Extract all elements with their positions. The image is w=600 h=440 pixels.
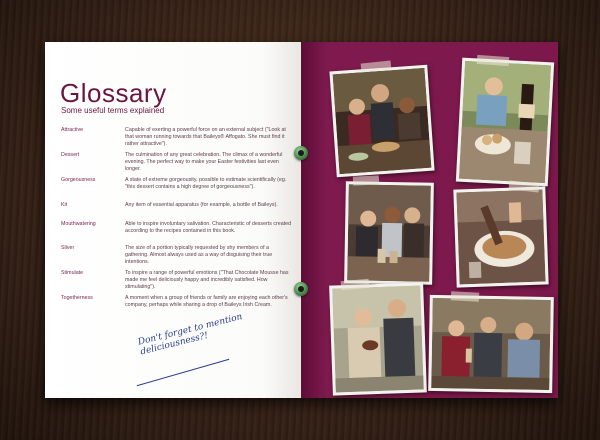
- glossary-term: Mouthwatering: [61, 221, 96, 227]
- photo-friends-fondue: [329, 65, 434, 178]
- photo-group-drinks: [428, 295, 554, 393]
- photo-couple-dessert: [329, 282, 427, 395]
- photo-woman-dessert: [456, 58, 554, 187]
- handwritten-note: Don't forget to mention deliciousness?!: [137, 312, 244, 358]
- glossary-definition: Able to inspire involuntary salivation. Characteristic of desserts created according to the recipes contained in this book.: [125, 221, 292, 234]
- binder-ring-icon: [294, 282, 308, 296]
- booklet-spread: [45, 42, 558, 398]
- glossary-definition: The culmination of any great celebration. The climax of a wonderful evening. The perfect way to make your Easter festivities last even longer.: [125, 152, 283, 172]
- right-page: [301, 42, 558, 398]
- glossary-definition: The size of a portion typically requested by shy members of a gathering. Almost always used as a way of disguising their true intentions.: [125, 245, 273, 265]
- glossary-definition: To inspire a range of powerful emotions ("That Chocolate Mousse has made me feel deliciously happy and incredibly satisfied. How stimulating").: [125, 270, 289, 290]
- glossary-term: Attractive: [61, 127, 84, 133]
- glossary-term: Sliver: [61, 245, 75, 251]
- glossary-definition: A moment when a group of friends or family are enjoying each other's company, perhaps while sharing a drop of Baileys Irish Cream.: [125, 295, 288, 308]
- page-subtitle: Some useful terms explained: [61, 106, 165, 115]
- tape-strip: [451, 291, 479, 301]
- binder-ring-icon: [294, 146, 308, 160]
- photo-cake-slicing: [453, 186, 548, 287]
- page-title: Glossary: [60, 78, 167, 108]
- handwritten-underline: [137, 359, 230, 386]
- glossary-term: Dessert: [61, 152, 80, 158]
- glossary-term: Kit: [61, 202, 68, 208]
- tape-strip: [353, 175, 379, 185]
- glossary-definition: Any item of essential apparatus (for example, a bottle of Baileys).: [125, 202, 278, 208]
- glossary-term: Stimulate: [61, 270, 84, 276]
- glossary-definition: Capable of exerting a powerful force on an external subject ("Look at that woman running towards that Baileys® Affogato. She must find it rather attractive").: [125, 127, 286, 147]
- photo-friends-glasses: [344, 181, 434, 285]
- glossary-term: Gorgeousness: [61, 177, 96, 183]
- glossary-term: Togetherness: [61, 295, 93, 301]
- left-page: [45, 42, 301, 398]
- glossary-definition: A state of extreme gorgeousity, possible to estimate scientifically (eg. "this dessert contains a high degree of gorgeousness").: [125, 177, 287, 190]
